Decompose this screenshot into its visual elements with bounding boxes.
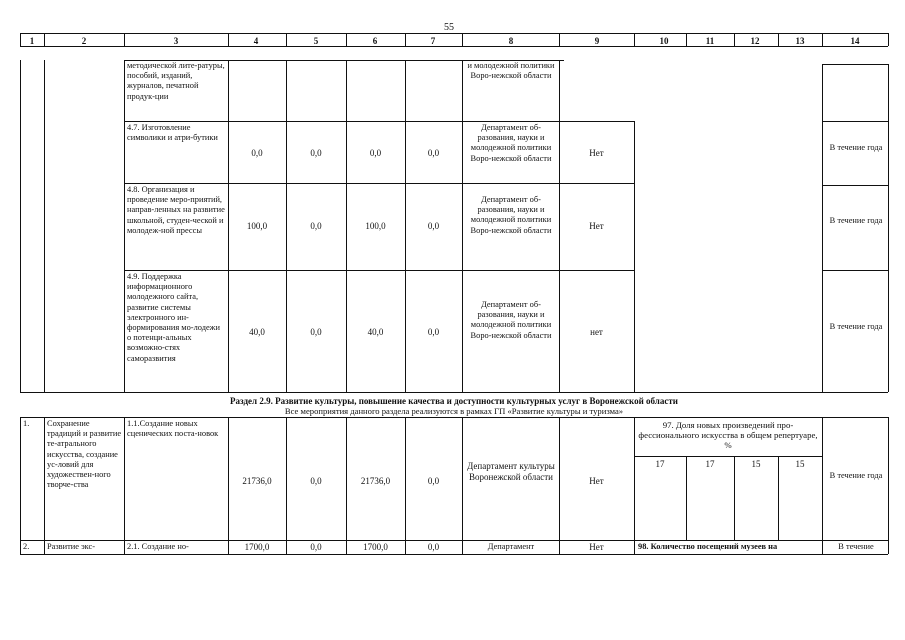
value-col7: 0,0 bbox=[427, 221, 440, 231]
task-name: Сохранение традиций и развитие те-атрального искусства, создание ус-ловий для художествен-ного творче-ства bbox=[47, 419, 122, 490]
value-col7: 0,0 bbox=[427, 327, 440, 337]
indicator-name: 98. Количество посещений музеев на bbox=[638, 542, 778, 551]
col-header-1: 1 bbox=[29, 36, 35, 46]
col-header-13: 13 bbox=[795, 36, 805, 46]
value-col6: 100,0 bbox=[365, 221, 386, 231]
value-col6: 1700,0 bbox=[363, 542, 388, 552]
col-header-2: 2 bbox=[81, 36, 87, 46]
value-col5: 0,0 bbox=[310, 327, 322, 337]
value-col7: 0,0 bbox=[427, 476, 440, 486]
measure-name: 4.7. Изготовление символики и атри-бутики bbox=[127, 123, 218, 143]
row-number: 1. bbox=[23, 419, 30, 428]
executor: Департамент об-разования, науки и молодежной политики Воро-нежской области bbox=[470, 195, 552, 235]
value-col9: Нет bbox=[589, 542, 604, 552]
indicator-value-11: 17 bbox=[705, 459, 715, 469]
executor: Департамент bbox=[487, 542, 535, 551]
deadline: В течение года bbox=[829, 216, 883, 225]
col-header-12: 12 bbox=[750, 36, 760, 46]
col-header-6: 6 bbox=[372, 36, 378, 46]
value-col7: 0,0 bbox=[427, 148, 440, 158]
value-col7: 0,0 bbox=[427, 542, 440, 552]
value-col9: Нет bbox=[589, 148, 604, 158]
value-col9: Нет bbox=[589, 476, 604, 486]
measure-name: методической лите-ратуры, пособий, изданий, журналов, печатной продук-ции bbox=[127, 61, 225, 101]
value-col4: 40,0 bbox=[249, 327, 265, 337]
value-col9: Нет bbox=[589, 221, 604, 231]
deadline: В течение года bbox=[829, 143, 883, 152]
value-col5: 0,0 bbox=[310, 221, 322, 231]
value-col4: 0,0 bbox=[251, 148, 263, 158]
col-header-8: 8 bbox=[508, 36, 514, 46]
indicator-value-10: 17 bbox=[655, 459, 665, 469]
page-number: 55 bbox=[444, 22, 454, 33]
value-col6: 40,0 bbox=[367, 327, 384, 337]
col-header-4: 4 bbox=[253, 36, 259, 46]
executor: Департамент об-разования, науки и молодежной политики Воро-нежской области bbox=[470, 300, 552, 340]
value-col6: 0,0 bbox=[369, 148, 382, 158]
indicator-name: 97. Доля новых произведений про-фессионального искусства в общем репертуаре, % bbox=[638, 420, 818, 451]
col-header-5: 5 bbox=[313, 36, 319, 46]
executor: Департамент культуры Воронежской области bbox=[467, 461, 555, 482]
col-header-14: 14 bbox=[850, 36, 860, 46]
measure-name: 4.9. Поддержка информационного молодежного сайта, развитие системы электронного ин-формирования мо-лодежи о потенци-альных возможно-стях саморазвития bbox=[127, 272, 220, 363]
col-header-7: 7 bbox=[430, 36, 436, 46]
deadline: В течение года bbox=[829, 471, 883, 480]
section-subtitle: Все мероприятия данного раздела реализуются в рамках ГП «Развитие культуры и туризма» bbox=[284, 406, 624, 416]
col-header-11: 11 bbox=[705, 36, 715, 46]
value-col9: нет bbox=[590, 327, 603, 337]
indicator-value-13: 15 bbox=[795, 459, 805, 469]
executor: и молодежной политики Воро-нежской области bbox=[467, 61, 555, 81]
measure-name: 1.1.Создание новых сценических поста-новок bbox=[127, 419, 219, 439]
value-col5: 0,0 bbox=[310, 148, 322, 158]
measure-name: 2.1. Создание но- bbox=[127, 542, 189, 551]
value-col4: 21736,0 bbox=[242, 476, 272, 486]
indicator-value-12: 15 bbox=[751, 459, 761, 469]
value-col6: 21736,0 bbox=[360, 476, 391, 486]
deadline: В течение года bbox=[829, 322, 883, 331]
col-header-3: 3 bbox=[173, 36, 179, 46]
task-name: Развитие экс- bbox=[47, 542, 96, 551]
deadline: В течение bbox=[838, 542, 874, 551]
value-col5: 0,0 bbox=[310, 476, 322, 486]
row-number: 2. bbox=[23, 542, 30, 551]
value-col4: 1700,0 bbox=[244, 542, 270, 552]
value-col5: 0,0 bbox=[310, 542, 322, 552]
col-header-9: 9 bbox=[594, 36, 600, 46]
measure-name: 4.8. Организация и проведение меро-приятий, направ-ленных на развитие школьной, студен-ческой и молодеж-ной прессы bbox=[127, 185, 225, 235]
section-title: Раздел 2.9. Развитие культуры, повышение качества и доступности культурных услуг в Воронежской области bbox=[230, 396, 678, 406]
executor: Департамент об-разования, науки и молодежной политики Воро-нежской области bbox=[470, 123, 552, 163]
col-header-10: 10 bbox=[659, 36, 669, 46]
value-col4: 100,0 bbox=[246, 221, 268, 231]
